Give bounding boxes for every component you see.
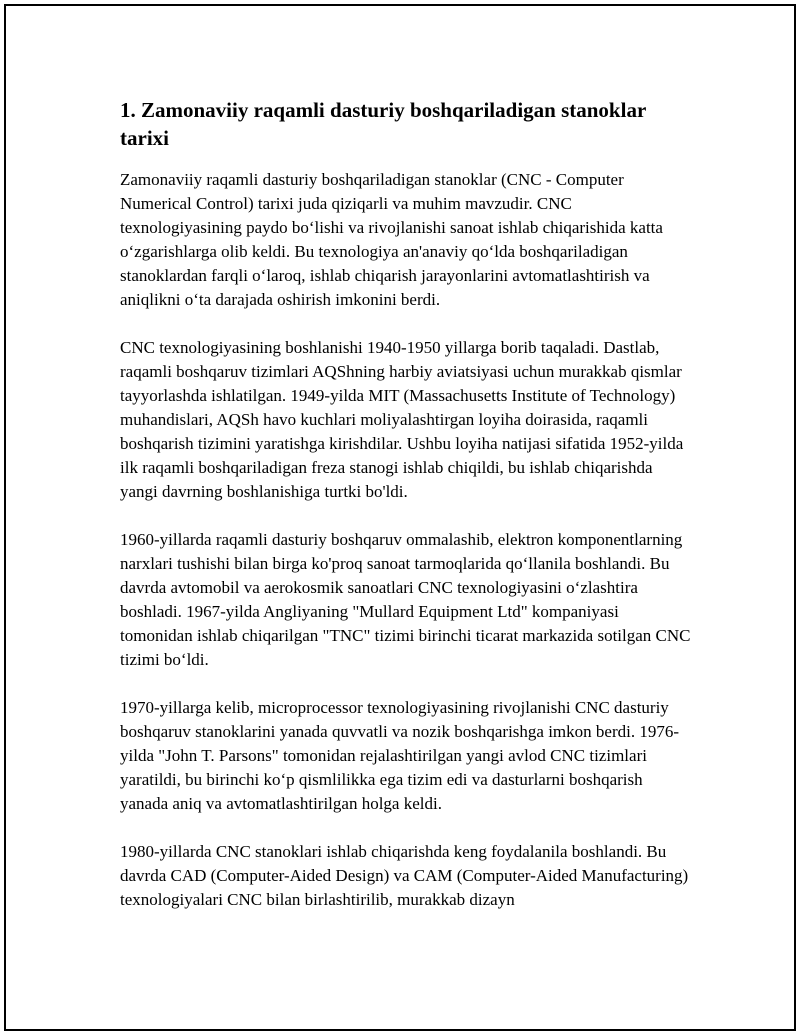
paragraph-4: 1970-yillarga kelib, microprocessor texnologiyasining rivojlanishi CNC dasturiy boshqaruv stanoklarini yanada quvvatli va nozik boshqarishga imkon berdi. 1976-yilda "John T. Parsons" tomonidan rejalashtirilgan yangi avlod CNC tizimlari yaratildi, bu birinchi ko‘p qismlilikka ega tizim edi va dasturlarni boshqarish yanada aniq va avtomatlashtirilgan holga keldi. bbox=[120, 698, 679, 813]
paragraph-3: 1960-yillarda raqamli dasturiy boshqaruv ommalashib, elektron komponentlarning narxlari tushishi bilan birga ko'proq sanoat tarmoqlarida qo‘llanila boshlandi. Bu davrda avtomobil va aerokosmik sanoatlari CNC texnologiyasini o‘zlashtira boshladi. 1967-yilda Angliyaning "Mullard Equipment Ltd" kompaniyasi tomonidan ishlab chiqarilgan "TNC" tizimi birinchi ticarat markazida sotilgan CNC tizimi bo‘ldi. bbox=[120, 530, 691, 669]
document-body bbox=[120, 96, 692, 936]
paragraph-5: 1980-yillarda CNC stanoklari ishlab chiqarishda keng foydalanila boshlandi. Bu davrda CAD (Computer-Aided Design) va CAM (Computer-Aided Manufacturing) texnologiyalari CNC bilan birlashtirilib, murakkab dizayn bbox=[120, 842, 689, 909]
page-frame bbox=[4, 4, 796, 1031]
paragraph-1: Zamonaviiy raqamli dasturiy boshqariladigan stanoklar (CNC - Computer Numerical Control) tarixi juda qiziqarli va muhim mavzudir. CNC texnologiyasining paydo bo‘lishi va rivojlanishi sanoat ishlab chiqarishida katta o‘zgarishlarga olib keldi. Bu texnologiya an'anaviy qo‘lda boshqariladigan stanoklardan farqli o‘laroq, ishlab chiqarish jarayonlarini avtomatlashtirish va aniqlikni o‘ta darajada oshirish imkonini berdi. bbox=[120, 170, 663, 309]
paragraph-2: CNC texnologiyasining boshlanishi 1940-1950 yillarga borib taqaladi. Dastlab, raqamli boshqaruv tizimlari AQShning harbiy aviatsiyasi uchun murakkab qismlar tayyorlashda ishlatilgan. 1949-yilda MIT (Massachusetts Institute of Technology) muhandislari, AQSh havo kuchlari moliyalashtirgan loyiha doirasida, raqamli boshqarish tizimini yaratishga kirishdilar. Ushbu loyiha natijasi sifatida 1952-yilda ilk raqamli boshqariladigan freza stanogi ishlab chiqildi, bu ishlab chiqarishda yangi davrning boshlanishiga turtki bo'ldi. bbox=[120, 338, 684, 501]
document-heading: 1. Zamonaviiy raqamli dasturiy boshqariladigan stanoklar tarixi bbox=[120, 98, 646, 150]
